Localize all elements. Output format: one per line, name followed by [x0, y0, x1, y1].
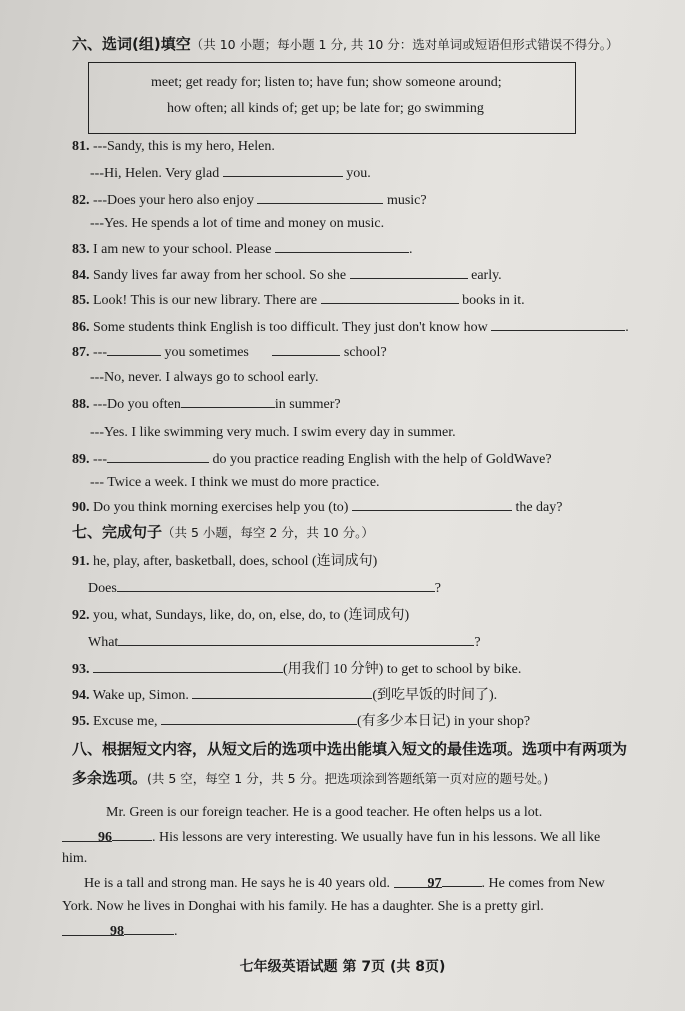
section8-heading-line-1: 八、根据短文内容，从短文后的选项中选出能填入短文的最佳选项。选项中有两项为	[72, 740, 628, 758]
word-bank-line-1: meet; get ready for; listen to; have fun; show someone around;	[151, 75, 502, 90]
section6-note: （共 10 小题；每小题 1 分, 共 10 分：选对单词或短语但形式错误不得分。）	[190, 37, 619, 52]
q82-answer-blank[interactable]	[257, 191, 383, 204]
q92-text-a: you, what, Sundays, like, do, on, else, do, to (连词成句)	[93, 608, 410, 623]
q89-text-a2: do you practice reading English with the help of GoldWave?	[212, 452, 552, 467]
q88-answer-blank[interactable]	[181, 395, 275, 408]
q82-number: 82.	[72, 193, 90, 208]
q95-answer-blank[interactable]	[161, 712, 357, 725]
word-bank-line-2: how often; all kinds of; get up; be late for; go swimming	[167, 101, 484, 116]
q81-answer-blank[interactable]	[223, 164, 343, 177]
q87-answer-blank-1[interactable]	[107, 343, 161, 356]
section7-note: （共 5 小题，每空 2 分，共 10 分。）	[162, 525, 374, 540]
passage-blank-98[interactable]: 98	[62, 923, 124, 936]
word-bank-box	[88, 62, 576, 134]
q90-text-a2: the day?	[515, 500, 563, 515]
q82-line-1	[72, 191, 427, 210]
q91-text-b1: Does	[88, 581, 117, 596]
section8-heading-line-2-title: 多余选项。	[72, 769, 148, 787]
q90-line	[72, 498, 562, 517]
section6-title: 六、选词(组)填空	[72, 35, 191, 53]
q93-number: 93.	[72, 662, 90, 677]
q91-line-2	[88, 579, 441, 598]
q92-line-1	[72, 607, 409, 625]
passage-line-4	[84, 874, 605, 893]
q86-line	[72, 318, 629, 337]
q84-answer-blank[interactable]	[350, 266, 468, 279]
q93-text-a2: (用我们 10 分钟) to get to school by bike.	[283, 662, 522, 677]
passage-line-2-text: . His lessons are very interesting. We usually have fun in his lessons. We all like	[152, 830, 601, 845]
q89-answer-blank[interactable]	[107, 450, 209, 463]
q88-text-a2: in summer?	[274, 397, 341, 412]
q89-number: 89.	[72, 452, 90, 467]
passage-blank-97[interactable]: 97	[394, 875, 442, 888]
q93-answer-blank[interactable]	[93, 660, 283, 673]
q87-line-1	[72, 343, 387, 362]
q92-line-2	[88, 633, 481, 652]
q82-line-2: ---Yes. He spends a lot of time and money on music.	[90, 216, 385, 231]
q82-text-a1: ---Does your hero also enjoy	[93, 193, 254, 208]
q94-number: 94.	[72, 688, 90, 703]
q81-number: 81.	[72, 139, 90, 154]
q85-text-a2: books in it.	[462, 293, 525, 308]
q81-line-1	[72, 138, 275, 156]
q83-text-a1: I am new to your school. Please	[93, 242, 272, 257]
q88-line-1	[72, 395, 341, 414]
section8-note: (共 5 空，每空 1 分，共 5 分。把选项涂到答题纸第一页对应的题号处。)	[147, 771, 549, 786]
q87-number: 87.	[72, 345, 90, 360]
q87-text-a2: you sometimes	[164, 345, 249, 360]
q94-text-a1: Wake up, Simon.	[92, 688, 189, 703]
q90-number: 90.	[72, 500, 90, 515]
q84-text-a1: Sandy lives far away from her school. So she	[93, 268, 347, 283]
q86-number: 86.	[72, 320, 90, 335]
section7-title: 七、完成句子	[72, 523, 163, 541]
q85-answer-blank[interactable]	[321, 291, 459, 304]
q91-text-b2: ?	[434, 581, 441, 596]
q83-text-a2: .	[408, 242, 413, 257]
q83-number: 83.	[72, 242, 90, 257]
q86-text-a1: Some students think English is too difficult. They just don't know how	[93, 320, 488, 335]
q92-answer-blank[interactable]	[118, 633, 474, 646]
passage-blank-98-tail	[124, 922, 174, 935]
q87-text-a3: school?	[343, 345, 387, 360]
q91-answer-blank[interactable]	[117, 579, 435, 592]
passage-blank-97-tail	[442, 874, 482, 887]
q92-text-b2: ?	[474, 635, 481, 650]
q93-line	[72, 660, 521, 679]
section8-heading-line-2	[72, 768, 548, 789]
q91-line-1	[72, 553, 377, 571]
section6-heading	[72, 34, 619, 55]
q85-number: 85.	[72, 293, 90, 308]
passage-blank-96-tail	[112, 828, 152, 841]
q84-line	[72, 266, 502, 285]
passage-line-4b: . He comes from New	[481, 876, 605, 891]
passage-line-4a: He is a tall and strong man. He says he is 40 years old.	[84, 876, 390, 891]
q95-line	[72, 712, 530, 731]
q94-line	[72, 686, 497, 705]
q84-number: 84.	[72, 268, 90, 283]
q84-text-a2: early.	[471, 268, 502, 283]
q92-number: 92.	[72, 608, 90, 623]
q91-number: 91.	[72, 554, 90, 569]
q81-text-a: ---Sandy, this is my hero, Helen.	[93, 139, 275, 154]
q85-line	[72, 291, 525, 310]
q86-answer-blank[interactable]	[491, 318, 625, 331]
q83-line	[72, 240, 412, 259]
section7-heading	[72, 522, 374, 543]
q95-number: 95.	[72, 714, 90, 729]
q95-text-a1: Excuse me,	[93, 714, 158, 729]
q91-text-a: he, play, after, basketball, does, school (连词成句)	[93, 554, 378, 569]
q89-line-2: --- Twice a week. I think we must do more practice.	[90, 475, 380, 490]
page-footer: 七年级英语试题 第 7页 (共 8页)	[239, 959, 446, 975]
q83-answer-blank[interactable]	[275, 240, 409, 253]
passage-line-5: York. Now he lives in Donghai with his family. He has a daughter. She is a pretty girl.	[62, 899, 544, 914]
q85-text-a1: Look! This is our new library. There are	[93, 293, 318, 308]
q87-answer-blank-2[interactable]	[272, 343, 340, 356]
q88-line-2: ---Yes. I like swimming very much. I swim every day in summer.	[90, 425, 456, 440]
q90-answer-blank[interactable]	[352, 498, 512, 511]
q94-text-a2: (到吃早饭的时间了).	[372, 688, 498, 703]
q88-text-a1: ---Do you often	[93, 397, 181, 412]
q81-text-b1: ---Hi, Helen. Very glad	[90, 166, 220, 181]
passage-blank-96[interactable]: 96	[62, 829, 112, 842]
passage-line-1: Mr. Green is our foreign teacher. He is a good teacher. He often helps us a lot.	[106, 805, 543, 820]
q87-line-2: ---No, never. I always go to school early.	[90, 370, 319, 385]
q87-text-a1: ---	[93, 345, 107, 360]
q88-number: 88.	[72, 397, 90, 412]
q90-text-a1: Do you think morning exercises help you (to)	[93, 500, 349, 515]
q92-text-b1: What	[88, 635, 119, 650]
q81-text-b2: you.	[346, 166, 371, 181]
passage-line-6-text: .	[174, 924, 178, 939]
q86-text-a2: .	[625, 320, 629, 335]
q94-answer-blank[interactable]	[192, 686, 372, 699]
passage-line-6	[62, 922, 178, 941]
q95-text-a2: (有多少本日记) in your shop?	[357, 714, 531, 729]
q81-line-2	[90, 164, 371, 183]
passage-line-2	[62, 828, 600, 847]
passage-line-3: him.	[62, 851, 88, 866]
q82-text-a2: music?	[386, 193, 427, 208]
q89-text-a1: ---	[93, 452, 107, 467]
q89-line-1	[72, 450, 552, 469]
